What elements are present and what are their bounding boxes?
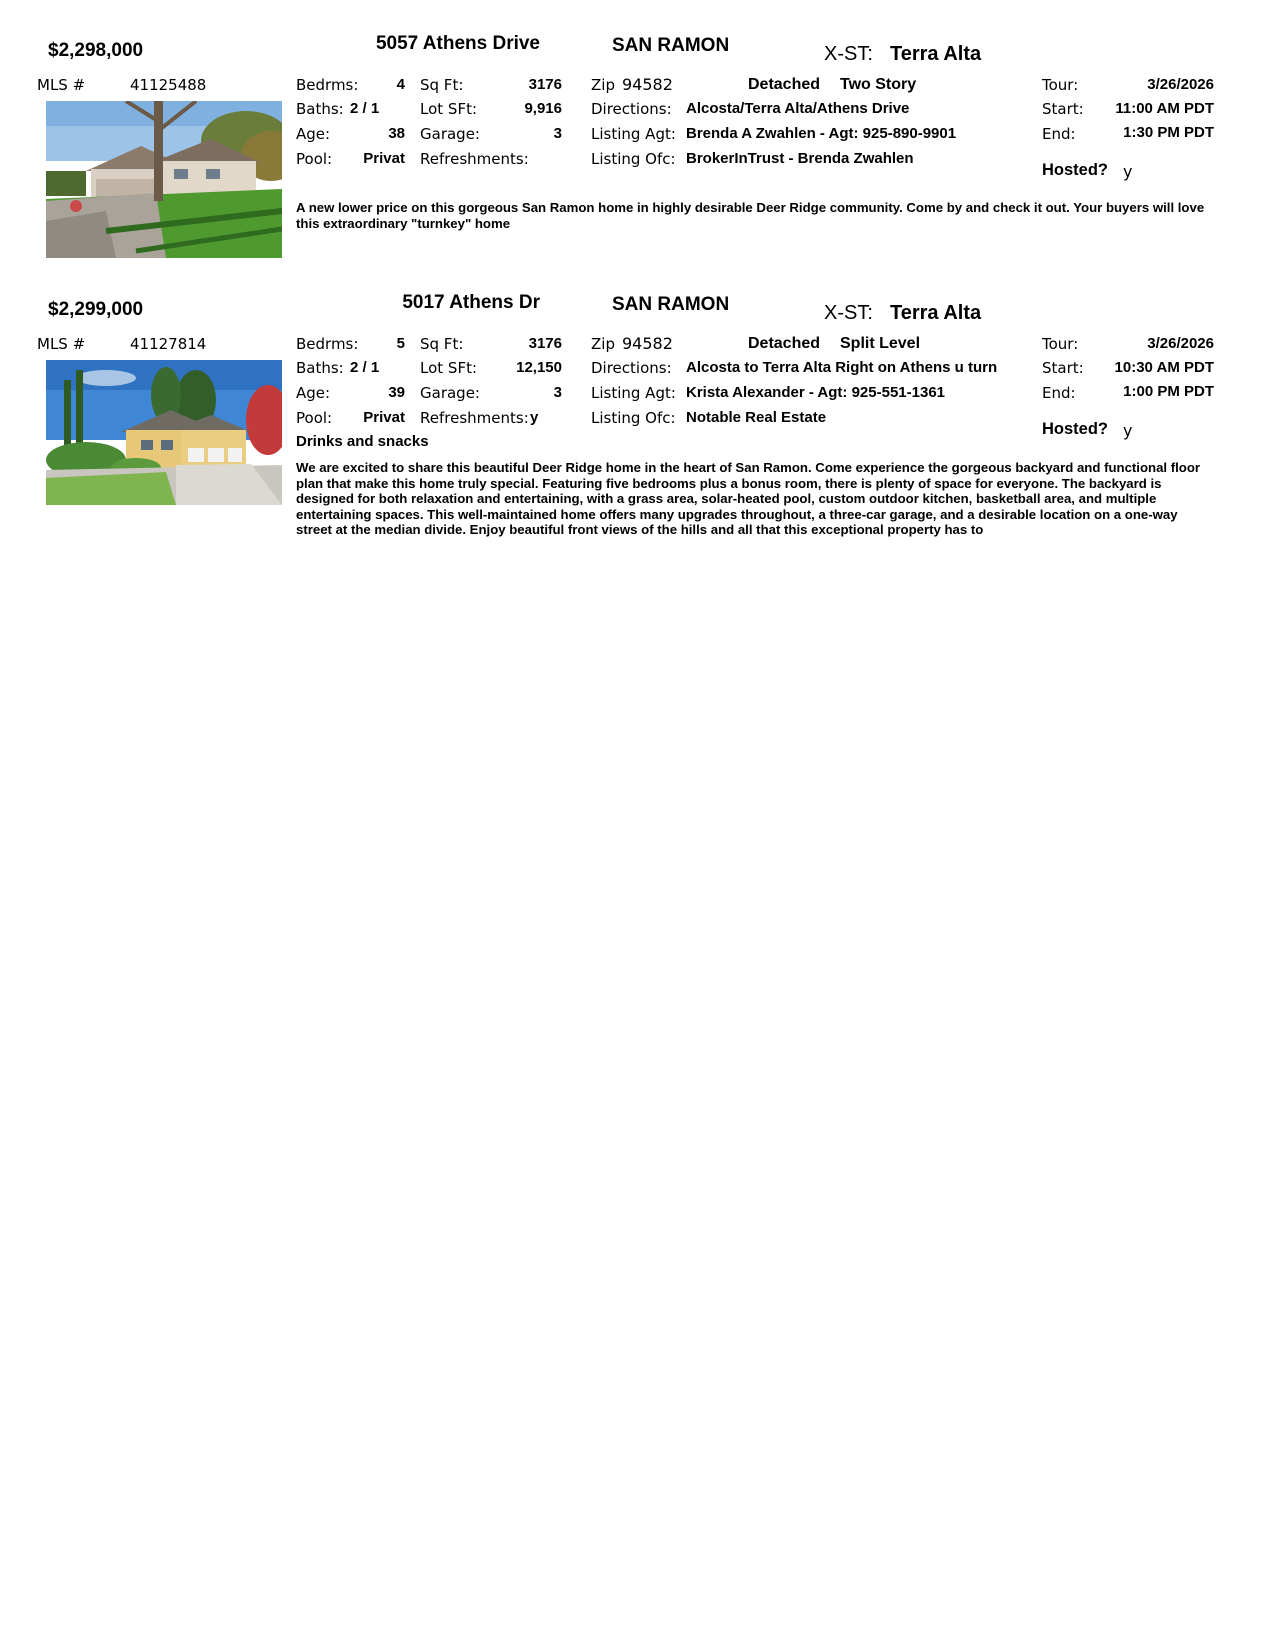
age-label: Age: (296, 125, 331, 143)
listing-city: SAN RAMON (612, 294, 730, 315)
lot-sqft-value: 12,150 (516, 359, 562, 376)
directions-value: Alcosta/Terra Alta/Athens Drive (686, 100, 910, 117)
home-style: Detached (748, 76, 821, 93)
listing-description: A new lower price on this gorgeous San Ramon home in highly desirable Deer Ridge community. Come by and check it out. Your buyers will love this extraordinary "turnkey" home (296, 200, 1205, 231)
pool-label: Pool: (296, 409, 333, 427)
age-label: Age: (296, 384, 331, 402)
hosted-value: y (1123, 421, 1133, 440)
garage-label: Garage: (420, 384, 480, 402)
refreshments-label: Refreshments: (420, 150, 529, 168)
listing-office-label: Listing Ofc: (591, 409, 676, 427)
listing-office-value: Notable Real Estate (686, 409, 827, 426)
garage-value: 3 (553, 125, 562, 142)
bedrooms-value: 4 (396, 76, 405, 93)
directions-value: Alcosta to Terra Alta Right on Athens u turn (686, 359, 998, 376)
listing-address: 5017 Athens Dr (402, 292, 540, 313)
age-value: 39 (388, 384, 405, 401)
start-time: 10:30 AM PDT (1114, 359, 1214, 376)
listing-agent-value: Krista Alexander - Agt: 925-551-1361 (686, 384, 945, 401)
pool-value: Privat (363, 409, 405, 426)
zip-label: Zip (591, 76, 615, 94)
house-photo (46, 101, 282, 258)
baths-label: Baths: (296, 100, 344, 118)
sqft-value: 3176 (528, 335, 562, 352)
directions-label: Directions: (591, 100, 672, 118)
baths-value: 2 / 1 (350, 100, 380, 117)
bedrooms-value: 5 (396, 335, 405, 352)
lot-sqft-label: Lot SFt: (420, 100, 478, 118)
bedrooms-label: Bedrms: (296, 335, 359, 353)
cross-street-value: Terra Alta (890, 302, 982, 324)
cross-street-value: Terra Alta (890, 43, 982, 65)
listing-price: $2,298,000 (48, 40, 144, 61)
hosted-label: Hosted? (1042, 161, 1108, 179)
mls-label: MLS # (37, 335, 86, 353)
cross-street-label: X-ST: (824, 302, 873, 324)
listing-card (0, 0, 1275, 250)
baths-label: Baths: (296, 359, 344, 377)
mls-label: MLS # (37, 76, 86, 94)
tour-label: Tour: (1042, 335, 1079, 353)
tour-date: 3/26/2026 (1147, 335, 1214, 352)
lot-sqft-label: Lot SFt: (420, 359, 478, 377)
listing-office-value: BrokerInTrust - Brenda Zwahlen (686, 150, 914, 167)
end-label: End: (1042, 384, 1076, 402)
pool-value: Privat (363, 150, 405, 167)
refreshments-value: y (530, 409, 539, 426)
listing-agent-label: Listing Agt: (591, 125, 676, 143)
listing-address: 5057 Athens Drive (375, 33, 540, 54)
home-stories: Split Level (840, 335, 921, 352)
age-value: 38 (388, 125, 405, 142)
home-stories: Two Story (840, 76, 917, 93)
directions-label: Directions: (591, 359, 672, 377)
start-label: Start: (1042, 100, 1084, 118)
tour-date: 3/26/2026 (1147, 76, 1214, 93)
end-label: End: (1042, 125, 1076, 143)
start-time: 11:00 AM PDT (1115, 100, 1214, 117)
sqft-value: 3176 (528, 76, 562, 93)
start-label: Start: (1042, 359, 1084, 377)
listing-card (0, 259, 1275, 538)
hosted-label: Hosted? (1042, 420, 1108, 438)
house-photo (46, 360, 282, 505)
mls-number: 41125488 (130, 76, 207, 94)
cross-street-label: X-ST: (824, 43, 873, 65)
tour-label: Tour: (1042, 76, 1079, 94)
garage-label: Garage: (420, 125, 480, 143)
listing-office-label: Listing Ofc: (591, 150, 676, 168)
refreshments-note: Drinks and snacks (296, 433, 429, 450)
baths-value: 2 / 1 (350, 359, 380, 376)
listing-price: $2,299,000 (48, 299, 144, 320)
garage-value: 3 (553, 384, 562, 401)
zip-value: 94582 (622, 334, 673, 353)
lot-sqft-value: 9,916 (524, 100, 562, 117)
end-time: 1:00 PM PDT (1123, 383, 1214, 400)
sqft-label: Sq Ft: (420, 76, 464, 94)
mls-number: 41127814 (130, 335, 207, 353)
bedrooms-label: Bedrms: (296, 76, 359, 94)
sqft-label: Sq Ft: (420, 335, 464, 353)
home-style: Detached (748, 335, 821, 352)
listing-city: SAN RAMON (612, 35, 730, 56)
end-time: 1:30 PM PDT (1123, 124, 1214, 141)
refreshments-label: Refreshments: (420, 409, 529, 427)
hosted-value: y (1123, 162, 1133, 181)
listing-description: We are excited to share this beautiful Deer Ridge home in the heart of San Ramon. Come experience the gorgeous backyard and functional floor plan that make this home truly special. Featuring five bedrooms plus a bonus room, there is plenty of space for everyone. The backyard is designed for both relaxation and entertaining, with a grass area, solar-heated pool, custom outdoor kitchen, basketball area, and multiple entertaining spaces. This well-maintained home offers many upgrades throughout, a three-car garage, and a desirable location on a one-way street at the median divide. Enjoy beautiful front views of the hills and all that this exceptional property has to (296, 460, 1201, 538)
pool-label: Pool: (296, 150, 333, 168)
listing-agent-value: Brenda A Zwahlen - Agt: 925-890-9901 (686, 125, 957, 142)
listing-agent-label: Listing Agt: (591, 384, 676, 402)
zip-label: Zip (591, 335, 615, 353)
zip-value: 94582 (622, 75, 673, 94)
